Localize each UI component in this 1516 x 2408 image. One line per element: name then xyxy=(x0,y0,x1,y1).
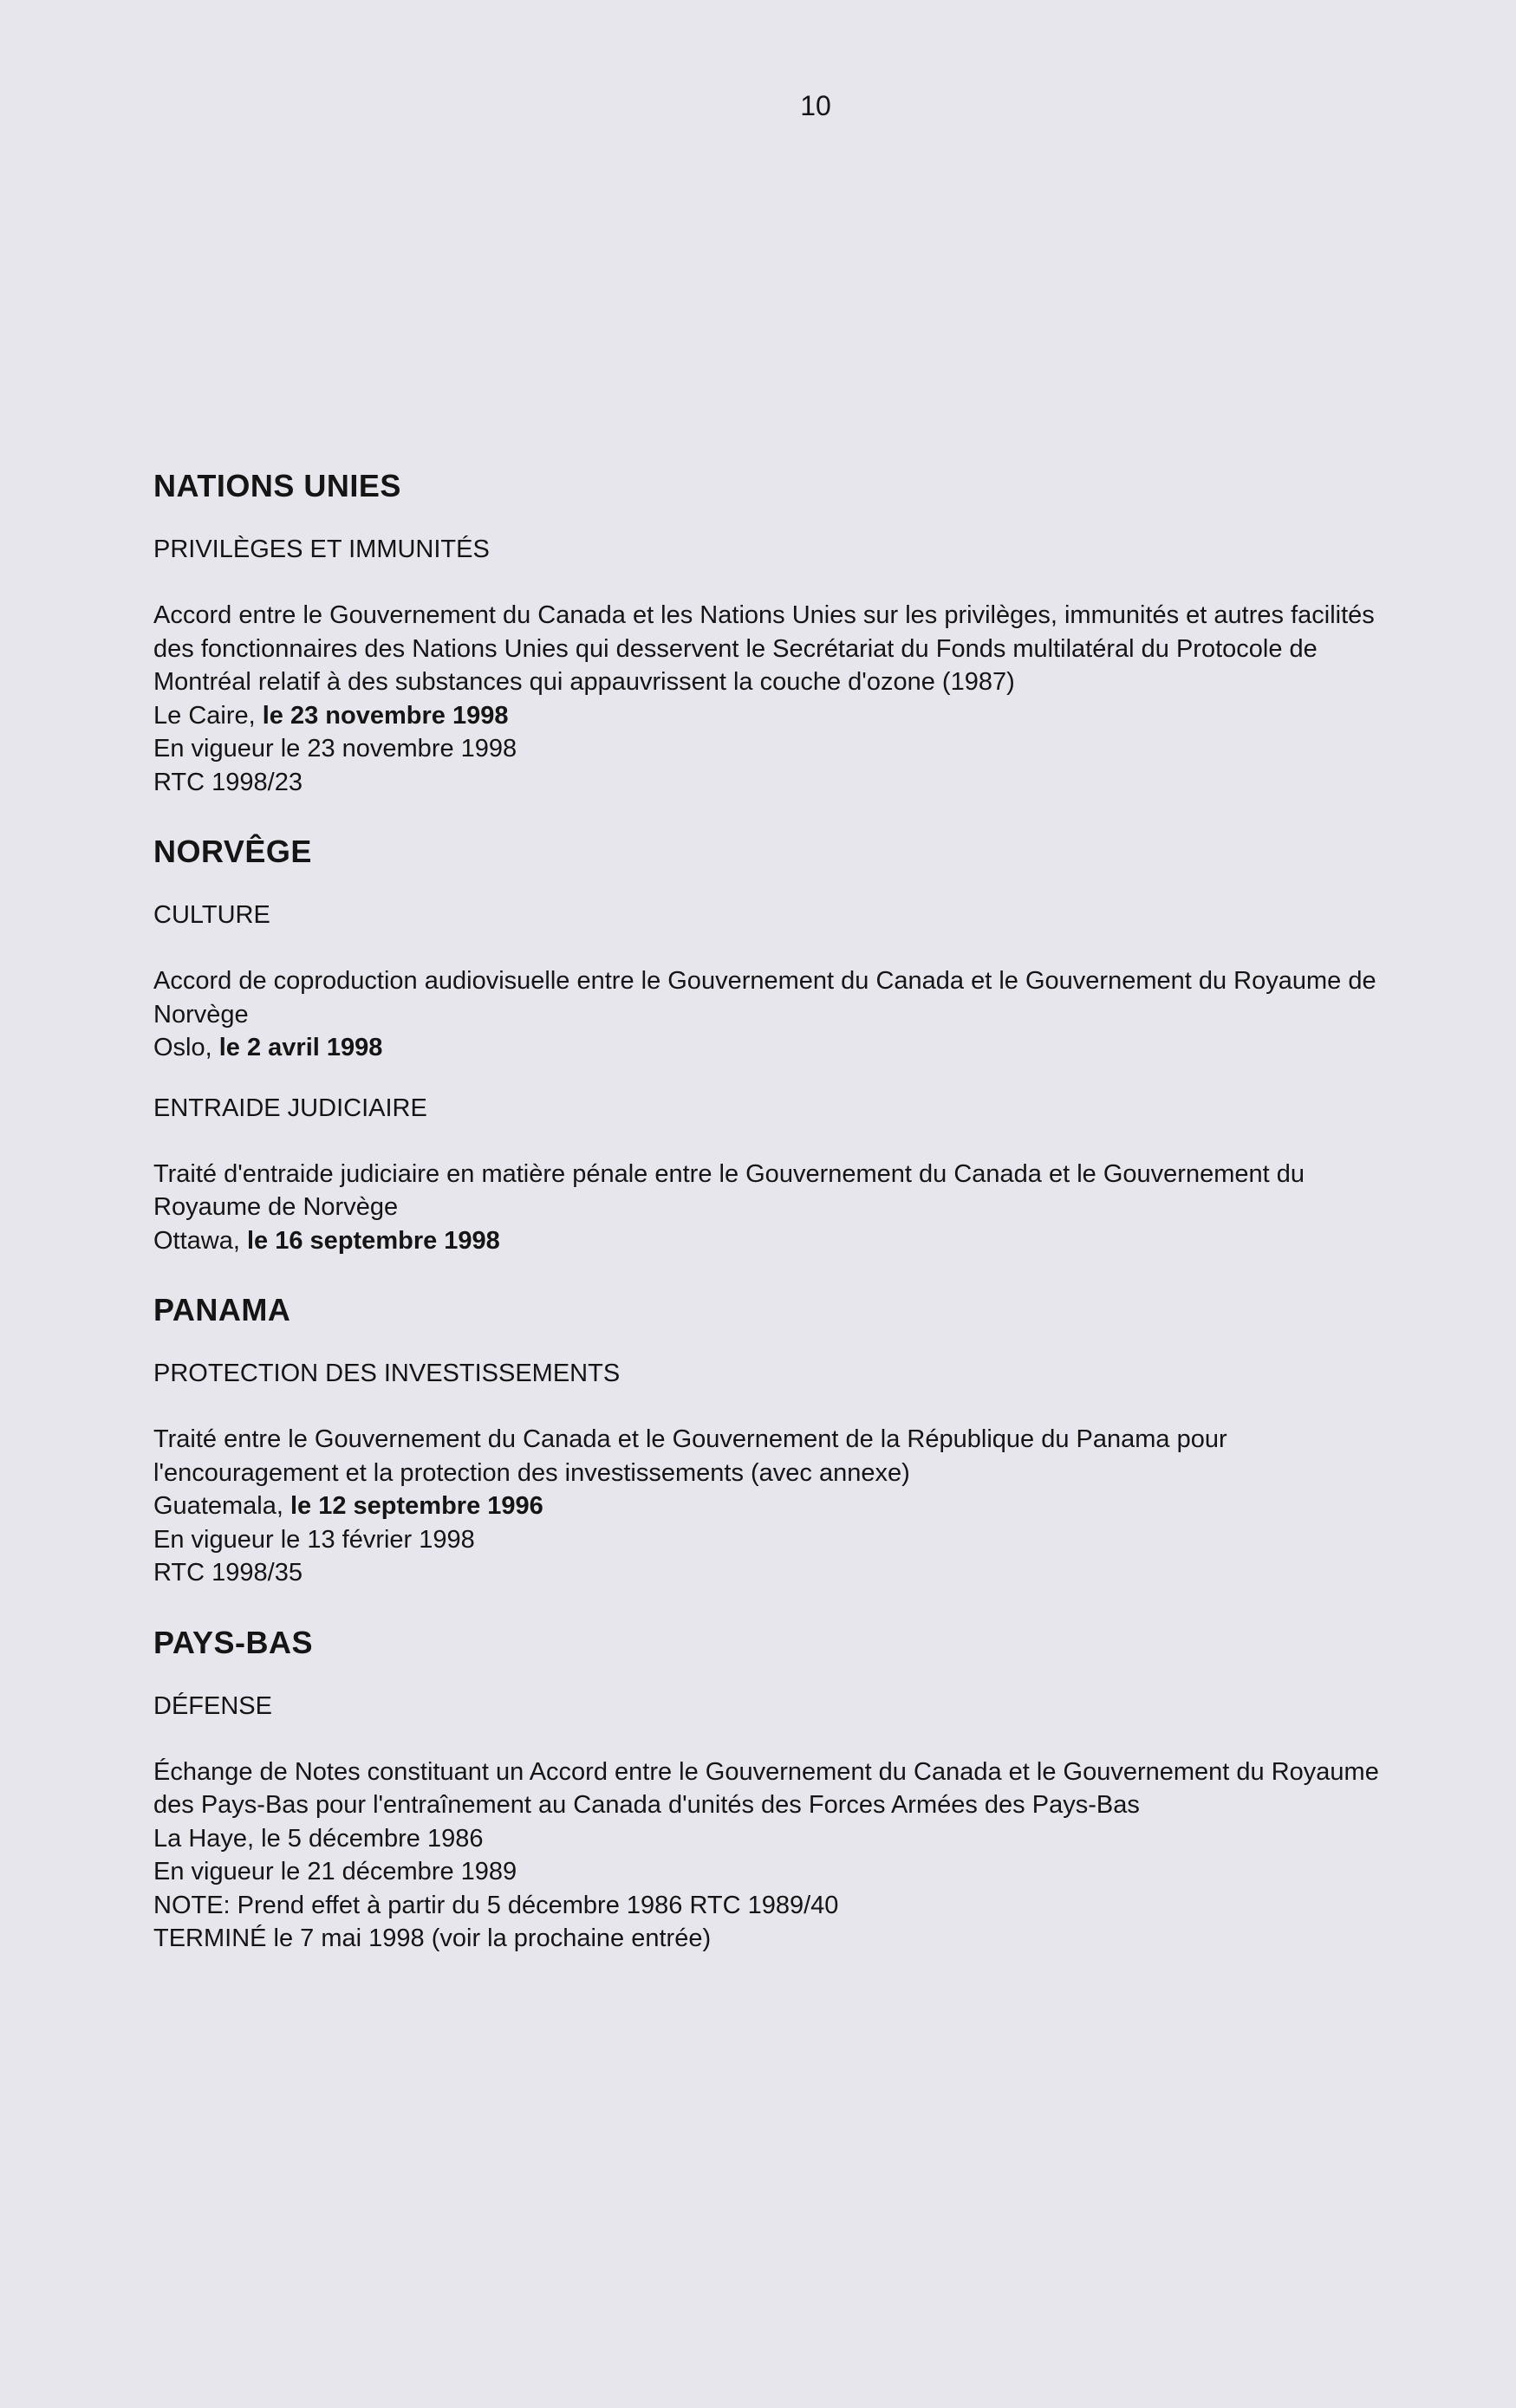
subject-heading: DÉFENSE xyxy=(153,1691,272,1720)
treaty-detail: RTC 1998/23 xyxy=(153,768,303,796)
section-nations-unies xyxy=(153,468,1410,799)
treaty-title: Traité d'entraide judiciaire en matière pénale entre le Gouvernement du Canada et le Gouvernement du Royaume de Norvège xyxy=(153,1159,1305,1221)
treaty-place: Oslo, xyxy=(153,1034,219,1061)
subject-heading: CULTURE xyxy=(153,901,270,929)
country-heading: PANAMA xyxy=(153,1292,291,1327)
treaty-place: Le Caire, xyxy=(153,701,263,730)
treaty-place: Ottawa, xyxy=(153,1226,247,1255)
subject-heading: PRIVILÈGES ET IMMUNITÉS xyxy=(153,535,490,563)
treaty-detail: En vigueur le 13 février 1998 xyxy=(153,1525,475,1554)
treaty-entry xyxy=(153,1756,1410,1956)
treaty-title: Accord de coproduction audiovisuelle entre le Gouvernement du Canada et le Gouvernement du Royaume de Norvège xyxy=(153,967,1376,1029)
treaty-date: le 23 novembre 1998 xyxy=(262,701,509,730)
country-heading: PAYS-BAS xyxy=(153,1624,314,1660)
treaty-place-date xyxy=(153,1490,1410,1523)
treaty-place-date xyxy=(153,1031,1410,1065)
treaty-entry xyxy=(153,1423,1410,1590)
treaty-detail: En vigueur le 21 décembre 1989 xyxy=(153,1858,517,1886)
section-panama xyxy=(153,1292,1410,1590)
section-pays-bas xyxy=(153,1625,1410,1956)
subject-heading: ENTRAIDE JUDICIAIRE xyxy=(153,1094,427,1122)
treaty-title: Accord entre le Gouvernement du Canada et les Nations Unies sur les privilèges, immunités et autres facilités des fonctionnaires des Nations Unies qui desservent le Secrétariat du Fonds multilatéral du Protocole de Montréal relatif à des substances qui appauvrissent la couche d'ozone (1987) xyxy=(153,601,1375,696)
section-norvege xyxy=(153,834,1410,1257)
treaty-date: le 2 avril 1998 xyxy=(218,1034,383,1061)
treaty-title: Échange de Notes constituant un Accord entre le Gouvernement du Canada et le Gouvernement du Royaume des Pays-Bas pour l'entraînement au Canada d'unités des Forces Armées des Pays-Bas xyxy=(153,1757,1379,1819)
subject-heading: PROTECTION DES INVESTISSEMENTS xyxy=(153,1360,621,1387)
treaty-place: La Haye, le 5 décembre 1986 xyxy=(153,1824,484,1853)
treaty-termination: TERMINÉ le 7 mai 1998 (voir la prochaine entrée) xyxy=(153,1924,712,1952)
treaty-date: le 12 septembre 1996 xyxy=(290,1492,543,1520)
treaty-list xyxy=(153,468,1410,1990)
country-heading: NATIONS UNIES xyxy=(153,468,401,503)
page-number: 10 xyxy=(800,90,831,121)
treaty-place-date xyxy=(153,699,1410,733)
treaty-date: le 16 septembre 1998 xyxy=(247,1226,500,1255)
treaty-entry xyxy=(153,964,1410,1065)
treaty-entry xyxy=(153,599,1410,799)
treaty-detail: RTC 1998/35 xyxy=(153,1559,303,1587)
treaty-place-date xyxy=(153,1822,1410,1856)
country-heading: NORVÊGE xyxy=(153,834,312,869)
treaty-place: Guatemala, xyxy=(153,1492,290,1520)
treaty-entry xyxy=(153,1158,1410,1258)
treaty-note: NOTE: Prend effet à partir du 5 décembre 1986 RTC 1989/40 xyxy=(153,1891,839,1919)
treaty-place-date xyxy=(153,1224,1410,1258)
treaty-title: Traité entre le Gouvernement du Canada et le Gouvernement de la République du Panama pour l'encouragement et la protection des investissements (avec annexe) xyxy=(153,1425,1227,1487)
treaty-detail: En vigueur le 23 novembre 1998 xyxy=(153,735,517,763)
